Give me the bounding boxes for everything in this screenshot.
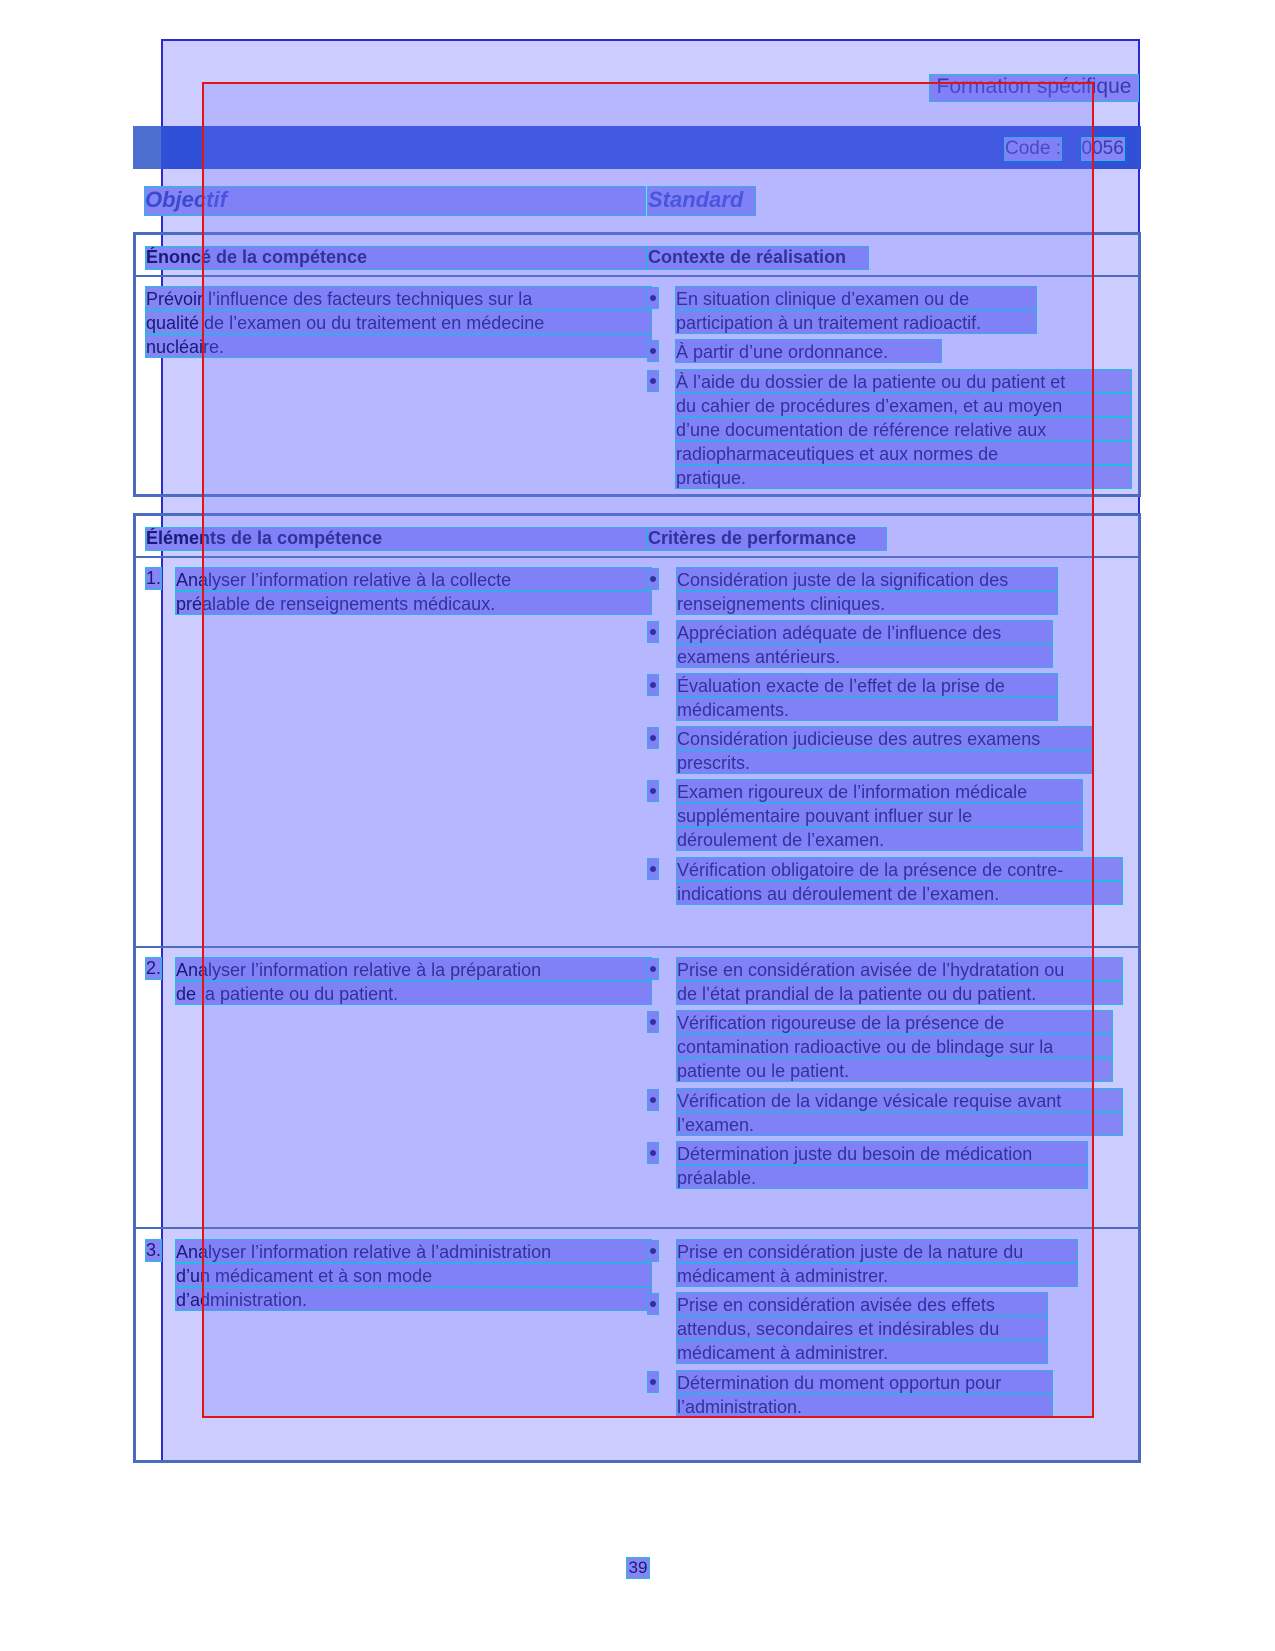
criterion-item: Prise en considération avisée des effets attendus, secondaires et indésirables du médicament à administrer. <box>677 1293 1047 1365</box>
contexte-item: À partir d’une ordonnance. <box>676 340 941 364</box>
criterion-item: Prise en considération juste de la nature du médicament à administrer. <box>677 1240 1077 1288</box>
criteres-header: Critères de performance <box>648 528 886 550</box>
code-label: Code : <box>1005 138 1061 159</box>
formation-title: Formation spécifique <box>930 75 1138 101</box>
element-text: Analyser l’information relative à la préparation de la patiente ou du patient. <box>176 958 651 1006</box>
enonce-header: Énoncé de la compétence <box>146 247 646 269</box>
element-number: 2. <box>146 958 162 978</box>
criterion-item: Considération judicieuse des autres examens prescrits. <box>677 727 1092 775</box>
element-text: Analyser l’information relative à l’administration d’un médicament et à son mode d’administration. <box>176 1240 651 1312</box>
element-number: 1. <box>146 568 162 588</box>
page-number: 39 <box>628 1558 648 1577</box>
code-value: 0056 <box>1081 138 1124 159</box>
criterion-item: Considération juste de la signification des renseignements cliniques. <box>677 568 1057 616</box>
enonce-text: Prévoir l’influence des facteurs techniques sur la qualité de l’examen ou du traitement en médecine nucléaire. <box>146 287 651 359</box>
criterion-item: Détermination du moment opportun pour l’administration. <box>677 1371 1052 1419</box>
element-text: Analyser l’information relative à la collecte préalable de renseignements médicaux. <box>176 568 651 616</box>
criterion-item: Prise en considération avisée de l’hydratation ou de l’état prandial de la patiente ou du patient. <box>677 958 1122 1006</box>
element-number: 3. <box>146 1240 162 1260</box>
contexte-item: À l’aide du dossier de la patiente ou du patient et du cahier de procédures d’examen, et au moyen d’une documentation de référence relative aux radiopharmaceutiques et aux normes de pratique. <box>676 370 1131 490</box>
criterion-item: Évaluation exacte de l’effet de la prise de médicaments. <box>677 674 1057 722</box>
criterion-item: Appréciation adéquate de l’influence des examens antérieurs. <box>677 621 1052 669</box>
elements-header: Éléments de la compétence <box>146 528 646 550</box>
criterion-item: Vérification rigoureuse de la présence de contamination radioactive ou de blindage sur la patiente ou le patient. <box>677 1011 1112 1083</box>
criterion-item: Examen rigoureux de l’information médicale supplémentaire pouvant influer sur le déroulement de l’examen. <box>677 780 1082 852</box>
objectif-heading: Objectif <box>145 187 645 215</box>
criterion-item: Détermination juste du besoin de médication préalable. <box>677 1142 1087 1190</box>
standard-heading: Standard <box>648 187 755 215</box>
inner-highlight-region <box>202 82 1094 1418</box>
criterion-item: Vérification de la vidange vésicale requise avant l’examen. <box>677 1089 1122 1137</box>
contexte-item: En situation clinique d’examen ou de participation à un traitement radioactif. <box>676 287 1036 335</box>
criterion-item: Vérification obligatoire de la présence de contre- indications au déroulement de l’examen. <box>677 858 1122 906</box>
contexte-header: Contexte de réalisation <box>648 247 868 269</box>
